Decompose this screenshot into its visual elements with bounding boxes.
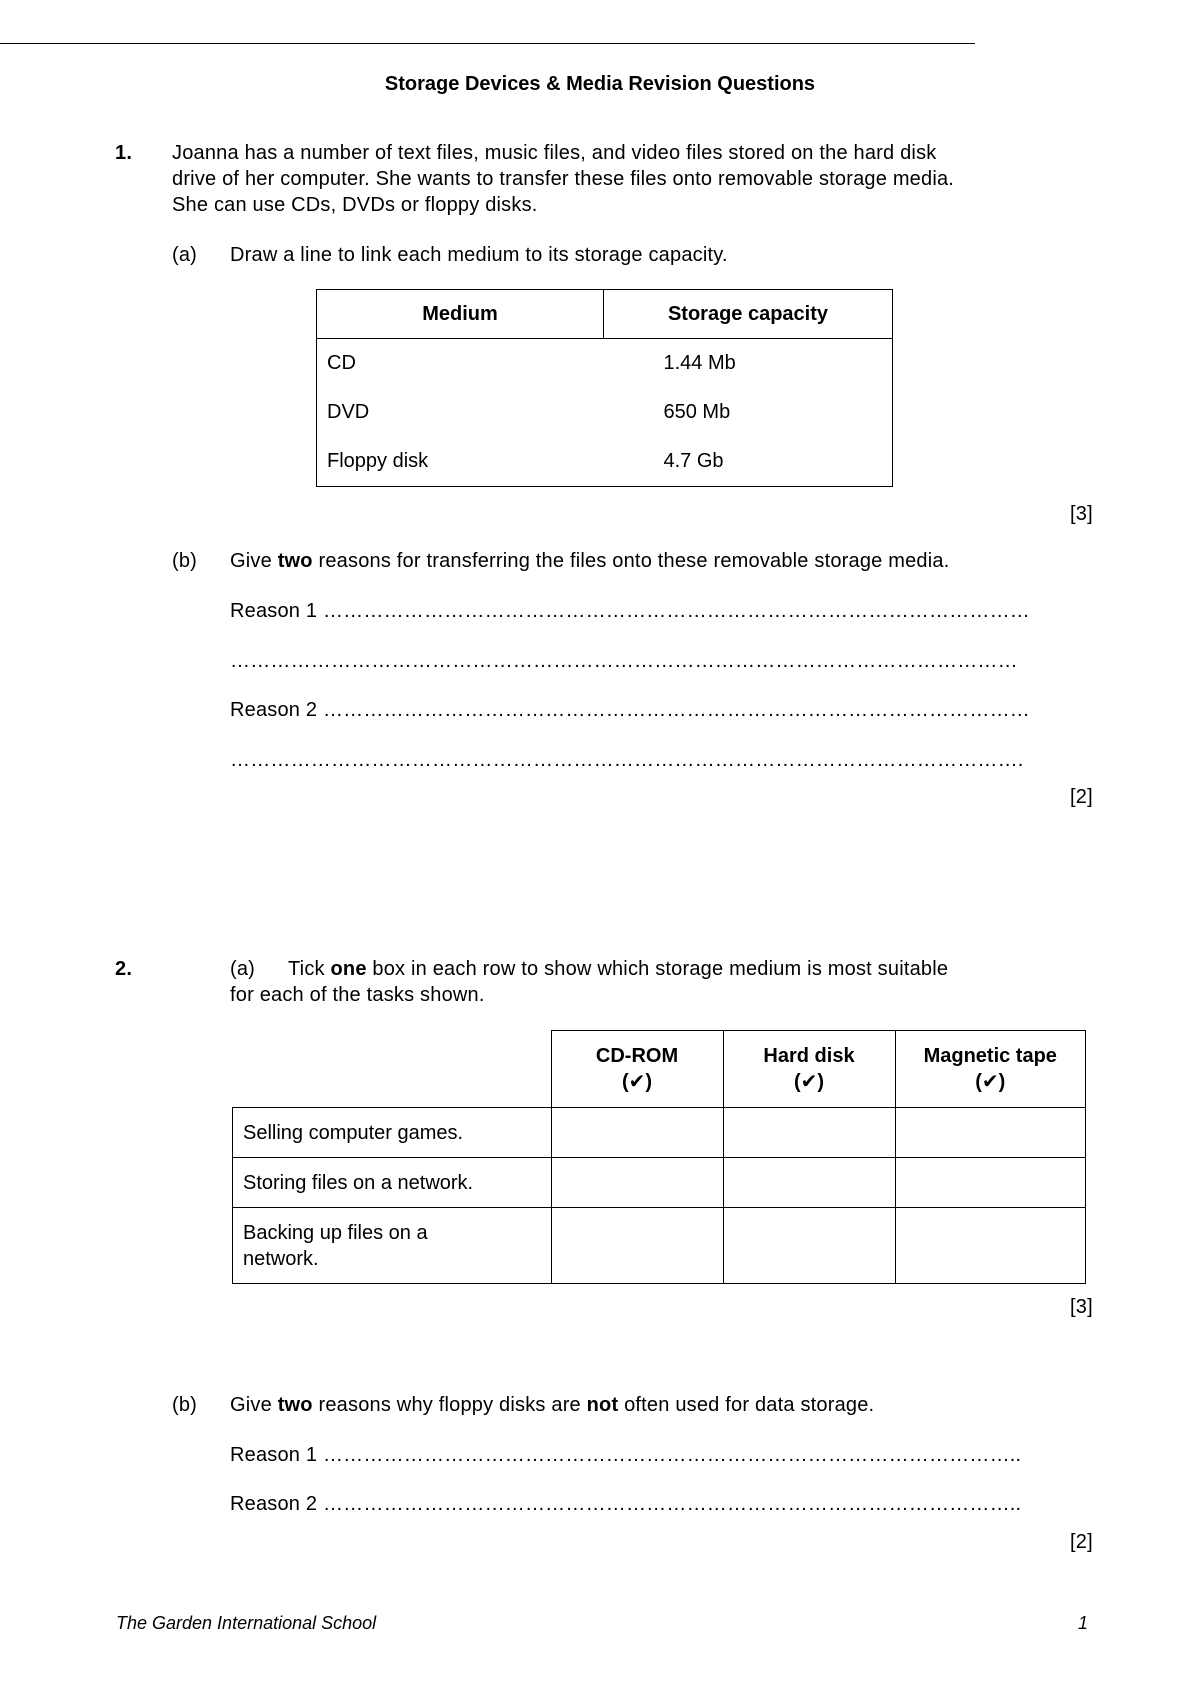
tick-box[interactable] (551, 1108, 723, 1158)
column-header-label: CD-ROM (595, 1045, 679, 1067)
question-2-number: 2. (115, 958, 133, 980)
question-1-number: 1. (115, 142, 133, 164)
question-1b-text (230, 548, 949, 574)
table-row (233, 1208, 1086, 1284)
header-rule (0, 43, 975, 44)
reason-2-continuation-line[interactable]: ………………………………………………………………………………………………………. (230, 749, 1024, 771)
marks-1b: [2] (1070, 786, 1093, 808)
question-2b-text-end: often used for data storage. (618, 1394, 875, 1416)
reason-2-line[interactable]: Reason 2 ………………………………………………………………………………………….. (230, 1493, 1022, 1515)
question-2a-text (288, 956, 948, 982)
capacity-cell: 650 Mb (663, 401, 731, 423)
medium-cell: DVD (327, 401, 370, 423)
question-2b-text-start: Give (230, 1394, 278, 1416)
medium-cell: CD (327, 352, 356, 374)
question-2a-text-line2: for each of the tasks shown. (230, 984, 485, 1006)
question-1b-emphasis: two (277, 550, 313, 572)
task-label: Storing files on a network. (233, 1158, 552, 1208)
medium-capacity-table (316, 289, 893, 487)
reason-1-continuation-line[interactable]: ……………………………………………………………………………………………………… (230, 650, 1018, 672)
table-row (317, 437, 893, 487)
question-1-intro-line: drive of her computer. She wants to transfer these files onto removable storage media. (172, 168, 955, 190)
question-2b-text (230, 1392, 874, 1418)
column-header-cd-rom (551, 1031, 723, 1108)
column-header-label: Magnetic tape (923, 1045, 1057, 1067)
question-1b-label: (b) (172, 550, 198, 572)
task-label: Selling computer games. (233, 1108, 552, 1158)
reason-1-line[interactable]: Reason 1 …………………………………………………………………………………………… (230, 600, 1030, 622)
tick-box[interactable] (723, 1108, 895, 1158)
question-1a-text: Draw a line to link each medium to its storage capacity. (230, 244, 728, 266)
table-row (317, 388, 893, 437)
column-header-hard-disk (723, 1031, 895, 1108)
marks-2a: [3] (1070, 1296, 1093, 1318)
tick-box[interactable] (895, 1158, 1086, 1208)
question-2b-emphasis-not: not (586, 1394, 619, 1416)
question-2a-emphasis: one (330, 958, 367, 980)
capacity-cell: 4.7 Gb (663, 450, 724, 472)
tick-box[interactable] (895, 1208, 1086, 1284)
footer-school-name: The Garden International School (116, 1613, 377, 1633)
marks-2b: [2] (1070, 1531, 1093, 1553)
reason-1-line[interactable]: Reason 1 ………………………………………………………………………………………….. (230, 1444, 1022, 1466)
table-corner (233, 1031, 552, 1108)
question-2b-label: (b) (172, 1394, 198, 1416)
tick-box[interactable] (551, 1158, 723, 1208)
tick-box[interactable] (723, 1158, 895, 1208)
task-label: Backing up files on a network. (233, 1208, 552, 1284)
column-header-magnetic-tape (895, 1031, 1086, 1108)
question-1-intro (172, 140, 954, 218)
question-1-intro-line: She can use CDs, DVDs or floppy disks. (172, 194, 538, 216)
table-row (233, 1158, 1086, 1208)
marks-1a: [3] (1070, 503, 1093, 525)
table-row (233, 1108, 1086, 1158)
question-1b-text-start: Give (230, 550, 278, 572)
table-header-capacity: Storage capacity (604, 290, 893, 339)
tick-box[interactable] (551, 1208, 723, 1284)
tick-box[interactable] (723, 1208, 895, 1284)
table-header-medium: Medium (317, 290, 604, 339)
footer-page-number: 1 (1078, 1613, 1089, 1633)
question-1a-label: (a) (172, 244, 198, 266)
tick-icon: (✔) (621, 1071, 653, 1093)
capacity-cell: 1.44 Mb (663, 352, 736, 374)
question-2a-label: (a) (230, 958, 256, 980)
question-2a-text-end: box in each row to show which storage medium is most suitable (366, 958, 949, 980)
storage-tick-table (232, 1030, 1086, 1284)
medium-cell: Floppy disk (327, 450, 429, 472)
tick-box[interactable] (895, 1108, 1086, 1158)
column-header-label: Hard disk (763, 1045, 855, 1067)
question-2b-emphasis: two (277, 1394, 313, 1416)
tick-icon: (✔) (975, 1071, 1006, 1093)
question-2b-text-mid: reasons why floppy disks are (312, 1394, 587, 1416)
reason-2-line[interactable]: Reason 2 …………………………………………………………………………………………… (230, 699, 1030, 721)
question-2a-text-start: Tick (288, 958, 331, 980)
question-1b-text-end: reasons for transferring the files onto these removable storage media. (312, 550, 950, 572)
tick-icon: (✔) (793, 1071, 825, 1093)
table-row (317, 339, 893, 389)
question-1-intro-line: Joanna has a number of text files, music files, and video files stored on the hard disk (172, 142, 937, 164)
page-title: Storage Devices & Media Revision Questions (384, 73, 816, 95)
